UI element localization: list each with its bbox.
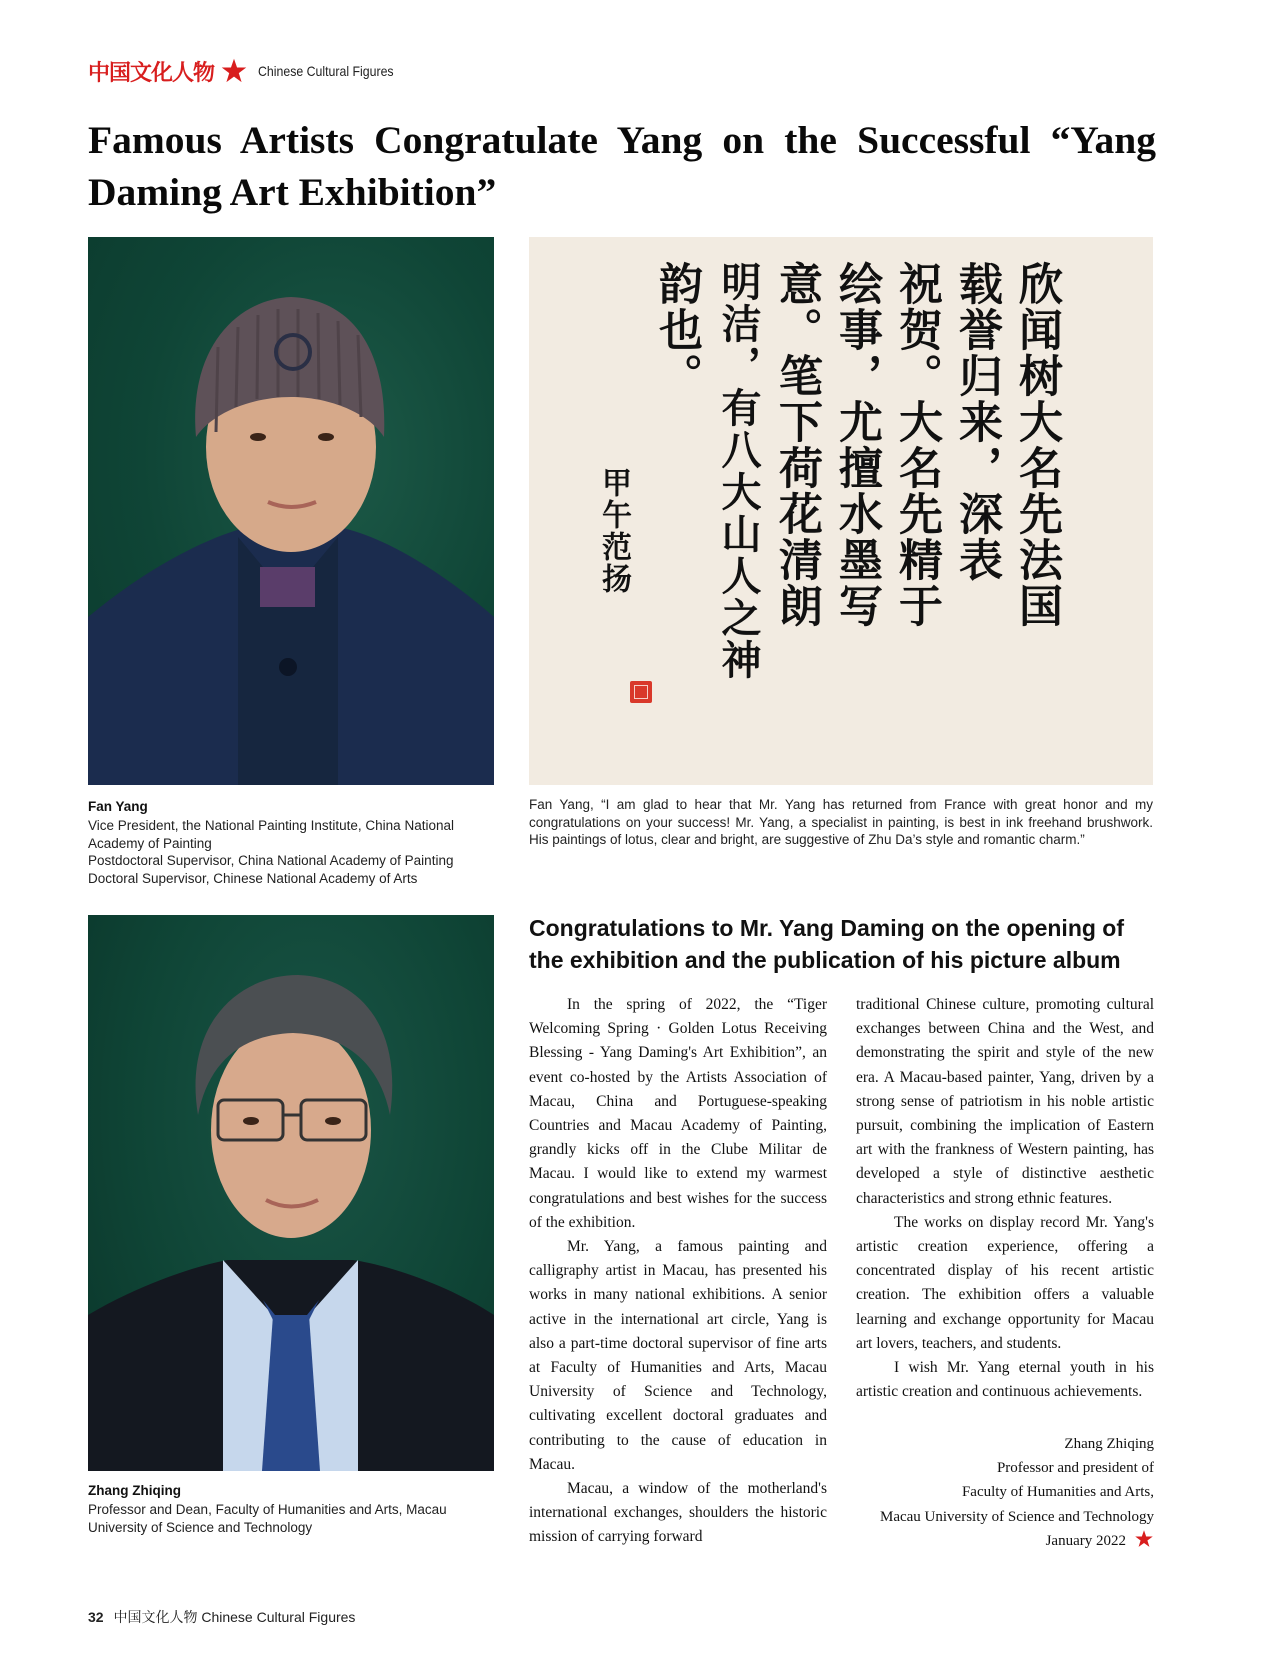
article-column-2 [856, 993, 1154, 1404]
magazine-logo-english: Chinese Cultural Figures [258, 63, 394, 79]
signature-line: Macau University of Science and Technology [879, 1508, 1154, 1525]
page-footer [88, 1607, 355, 1627]
fan-yang-title-line: Postdoctoral Supervisor, China National Academy of Painting [88, 853, 454, 868]
end-star-icon [1134, 1529, 1154, 1549]
zhang-zhiqing-name: Zhang Zhiqing [88, 1483, 181, 1498]
calligraphy-column: 意。笔下荷花清朗 [771, 261, 822, 629]
article-paragraph: I wish Mr. Yang eternal youth in his artistic creation and continuous achievements. [856, 1359, 1154, 1401]
calligraphy-column: 绘事，尤擅水墨写 [831, 261, 882, 629]
signature-name: Zhang Zhiqing [1064, 1436, 1154, 1452]
calligraphy-column: 欣闻树大名先法国 [1011, 261, 1062, 629]
fan-yang-titles [88, 817, 500, 887]
portrait-illustration [88, 915, 494, 1471]
fan-yang-quote: Fan Yang, “I am glad to hear that Mr. Yang has returned from France with great honor and my congratulations on your success! Mr. Yang, a specialist in painting, is best in ink freehand brushwork. His paintings of lotus, clear and bright, are suggestive of Zhu Da’s style and romantic charm.” [529, 797, 1153, 847]
calligraphy-signature: 甲午范扬 [596, 467, 631, 595]
signature-date-row [856, 1529, 1154, 1553]
calligraphy-column: 明洁，有八大山人之神 [715, 261, 762, 681]
magazine-header [88, 56, 412, 86]
zhang-zhiqing-portrait [88, 915, 494, 1471]
signature-line: Professor and president of [996, 1460, 1154, 1477]
calligraphy-column: 祝贺。大名先精于 [891, 261, 942, 629]
article-title: Famous Artists Congratulate Yang on the Successful “Yang Daming Art Exhibition” [88, 118, 1156, 214]
signature-date: January 2022 [1045, 1532, 1126, 1549]
page-number: 32 [88, 1609, 104, 1625]
article-paragraph: In the spring of 2022, the “Tiger Welcoming Spring · Golden Lotus Receiving Blessing - Yang Daming's Art Exhibition”, an event co-hosted by the Artists Association of Macau, China and Portuguese-speaking Countries and Macau Academy of Painting, grandly kicks off in the Clube Militar de Macau. I would like to extend my warmest congratulations and best wishes for the success of the exhibition. [529, 996, 827, 1231]
calligraphy-artwork [529, 237, 1153, 785]
article-paragraph: Macau, a window of the motherland's international exchanges, shoulders the historic mission of carrying forward [529, 1480, 827, 1546]
fan-yang-title-line: Vice President, the National Painting Institute, China National Academy of Painting [88, 818, 454, 851]
footer-publication: 中国文化人物 Chinese Cultural Figures [113, 1609, 356, 1625]
portrait-illustration [88, 237, 494, 785]
zhang-zhiqing-title: Professor and Dean, Faculty of Humanities and Arts, Macau University of Science and Technology [88, 1502, 447, 1535]
magazine-logo-chinese: 中国文化人物 [88, 59, 215, 86]
calligraphy-column: 载誉归来，深表 [951, 261, 1002, 583]
article-paragraph: Mr. Yang, a famous painting and calligraphy artist in Macau, has presented his works in many national exhibitions. A senior active in the international art circle, Yang is also a part-time doctoral supervisor of fine arts at Faculty of Humanities and Arts, Macau University of Science and Technology, cultivating excellent doctoral graduates and contributing to the cause of education in Macau. [529, 1238, 827, 1473]
fan-yang-portrait [88, 237, 494, 785]
article-paragraph: traditional Chinese culture, promoting cultural exchanges between China and the West, and demonstrating the spirit and style of the new era. A Macau-based painter, Yang, driven by a strong sense of patriotism in his noble artistic pursuit, combining the implication of Eastern art with the frankness of Western painting, has developed a style of distinctive aesthetic characteristics and strong ethnic features. [856, 996, 1154, 1207]
fan-yang-name: Fan Yang [88, 799, 148, 814]
signature-line: Faculty of Humanities and Arts, [961, 1484, 1154, 1501]
calligraphy-column: 韵也。 [651, 261, 702, 399]
article-signature [856, 1432, 1154, 1553]
article-column-1 [529, 993, 827, 1550]
red-seal-stamp [630, 681, 652, 703]
star-icon [220, 57, 248, 85]
article-paragraph: The works on display record Mr. Yang's artistic creation experience, offering a concentrated display of his recent artistic creation. The exhibition offers a valuable learning and exchange opportunity for Macau art lovers, teachers, and students. [856, 1213, 1154, 1352]
fan-yang-title-line: Doctoral Supervisor, Chinese National Academy of Arts [88, 870, 418, 886]
article-subtitle: Congratulations to Mr. Yang Daming on the opening of the exhibition and the publication of his picture album [529, 915, 1125, 973]
